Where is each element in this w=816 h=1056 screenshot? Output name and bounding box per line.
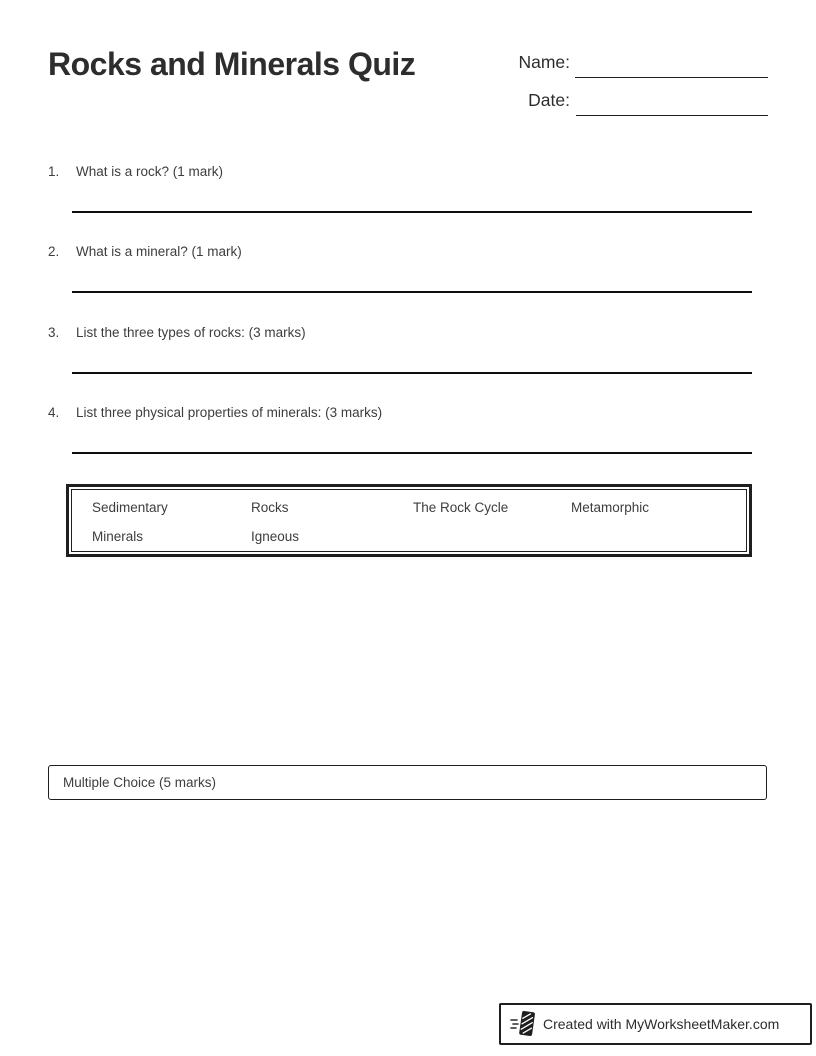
credit-text: Created with MyWorksheetMaker.com xyxy=(543,1016,780,1032)
flying-worksheet-icon xyxy=(510,1009,536,1039)
word-bank-box xyxy=(66,484,752,557)
name-blank-line xyxy=(575,77,768,78)
word-bank-item: Rocks xyxy=(251,500,289,515)
answer-line xyxy=(72,372,752,374)
answer-line xyxy=(72,452,752,454)
question-text: List the three types of rocks: (3 marks) xyxy=(76,325,306,340)
word-bank-item: Minerals xyxy=(92,529,144,544)
word-bank-item: Igneous xyxy=(251,529,300,544)
answer-line xyxy=(72,291,752,293)
page-title: Rocks and Minerals Quiz xyxy=(48,46,416,82)
question-4 xyxy=(48,405,382,420)
name-label: Name: xyxy=(518,52,570,72)
date-blank-line xyxy=(576,115,768,116)
question-number: 4. xyxy=(48,405,60,420)
multiple-choice-section-header xyxy=(48,765,767,800)
question-text: What is a rock? (1 mark) xyxy=(76,164,224,179)
word-bank-item: The Rock Cycle xyxy=(413,500,509,515)
question-number: 3. xyxy=(48,325,60,340)
question-text: List three physical properties of minerals: (3 marks) xyxy=(76,405,383,420)
question-number: 2. xyxy=(48,244,60,259)
question-1 xyxy=(48,164,223,179)
date-label: Date: xyxy=(528,90,570,110)
word-bank-item: Sedimentary xyxy=(92,500,168,515)
question-number: 1. xyxy=(48,164,60,179)
word-bank-words xyxy=(71,489,747,552)
credit-badge[interactable] xyxy=(499,1003,812,1045)
question-3 xyxy=(48,325,306,340)
multiple-choice-label: Multiple Choice (5 marks) xyxy=(63,775,217,790)
question-2 xyxy=(48,244,242,259)
answer-line xyxy=(72,211,752,213)
word-bank-item: Metamorphic xyxy=(571,500,650,515)
question-text: What is a mineral? (1 mark) xyxy=(76,244,242,259)
